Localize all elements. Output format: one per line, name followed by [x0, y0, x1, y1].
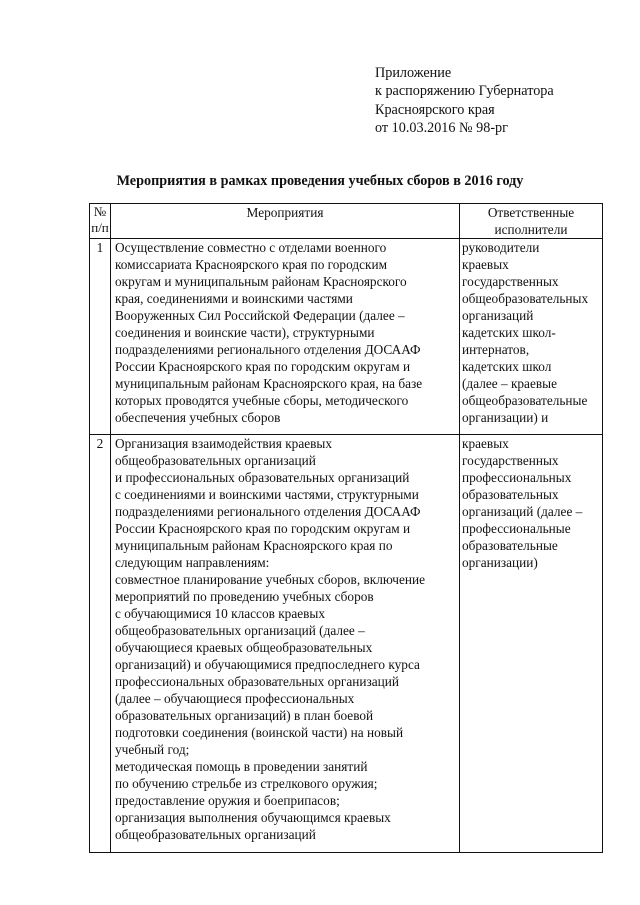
table-row — [90, 435, 603, 853]
activity-line: округам и муниципальным районам Красноярского — [115, 274, 407, 289]
responsible-line: государственных — [462, 274, 559, 289]
header-responsible-line: Ответственные — [487, 205, 575, 220]
activity-line: подразделениями регионального отделения ДОСААФ — [115, 504, 421, 519]
responsible-line: организации) и — [462, 410, 549, 425]
responsible-line: профессиональные — [462, 521, 571, 536]
responsible-line: краевых — [462, 257, 509, 272]
activity-line: края, соединениями и воинскими частями — [115, 291, 353, 306]
appendix-line: к распоряжению Губернатора — [375, 83, 554, 100]
activity-line: мероприятий по проведению учебных сборов — [115, 589, 374, 604]
appendix-line: Красноярского края — [375, 101, 495, 118]
table-header-row — [90, 204, 603, 239]
activity-line: организаций) и обучающимися предпоследнего курса — [115, 657, 420, 672]
responsible-line: интернатов, — [462, 342, 530, 357]
activity-line: подразделениями регионального отделения ДОСААФ — [115, 342, 421, 357]
header-number — [90, 204, 111, 239]
activity-line: России Красноярского края по городским округам и — [115, 521, 411, 536]
activity-line: общеобразовательных организаций — [115, 827, 316, 842]
responsible-cell — [460, 239, 603, 435]
activities-table — [89, 203, 603, 853]
activity-line: по обучению стрельбе из стрелкового оружия; — [115, 776, 378, 791]
activity-line: муниципальным районам Красноярского края по — [115, 538, 393, 553]
activity-line: образовательных организаций) в план боевой — [115, 708, 374, 723]
responsible-line: краевых — [462, 436, 509, 451]
appendix-line: от 10.03.2016 № 98-рг — [375, 119, 508, 136]
activity-line: обеспечения учебных сборов — [115, 410, 281, 425]
activity-line: и профессиональных образовательных организаций — [115, 470, 410, 485]
responsible-line: общеобразовательных — [462, 291, 589, 306]
header-activity: Мероприятия — [111, 204, 460, 239]
activity-line: общеобразовательных организаций (далее – — [115, 623, 365, 638]
header-responsible — [460, 204, 603, 239]
responsible-line: организации) — [462, 555, 538, 570]
responsible-line: общеобразовательные — [462, 393, 588, 408]
activity-line: (далее – обучающиеся профессиональных — [115, 691, 355, 706]
activity-line: профессиональных образовательных организаций — [115, 674, 399, 689]
appendix-block — [375, 64, 554, 137]
activity-line: организация выполнения обучающимся краевых — [115, 810, 391, 825]
responsible-line: образовательных — [462, 487, 559, 502]
responsible-line: образовательные — [462, 538, 558, 553]
responsible-line: организаций (далее – — [462, 504, 583, 519]
activity-line: Вооруженных Сил Российской Федерации (далее – — [115, 308, 405, 323]
responsible-line: кадетских школ- — [462, 325, 556, 340]
activities-table-wrapper — [89, 203, 603, 853]
activity-line: методическая помощь в проведении занятий — [115, 759, 368, 774]
activity-line: с соединениями и воинскими частями, структурными — [115, 487, 419, 502]
header-responsible-line: исполнители — [494, 222, 568, 237]
responsible-cell — [460, 435, 603, 853]
activity-line: учебный год; — [115, 742, 190, 757]
row-number: 2 — [90, 435, 111, 853]
activity-line: России Красноярского края по городским округам и — [115, 359, 411, 374]
responsible-line: (далее – краевые — [462, 376, 557, 391]
activity-line: подготовки соединения (воинской части) на новый — [115, 725, 404, 740]
responsible-line: руководители — [462, 240, 540, 255]
responsible-line: кадетских школ — [462, 359, 552, 374]
activity-line: обучающиеся краевых общеобразовательных — [115, 640, 373, 655]
responsible-line: организаций — [462, 308, 534, 323]
row-number: 1 — [90, 239, 111, 435]
activity-line: соединения и воинские части), структурными — [115, 325, 375, 340]
activity-line: комиссариата Красноярского края по городским — [115, 257, 388, 272]
activity-line: предоставление оружия и боеприпасов; — [115, 793, 340, 808]
activity-line: совместное планирование учебных сборов, включение — [115, 572, 426, 587]
responsible-line: профессиональных — [462, 470, 572, 485]
activity-cell — [111, 239, 460, 435]
activity-line: следующим направлениям: — [115, 555, 270, 570]
activity-line: общеобразовательных организаций — [115, 453, 316, 468]
document-title: Мероприятия в рамках проведения учебных сборов в 2016 году — [116, 173, 524, 189]
activity-line: с обучающимися 10 классов краевых — [115, 606, 325, 621]
activity-line: муниципальным районам Красноярского края, на базе — [115, 376, 423, 391]
appendix-line: Приложение — [375, 65, 452, 81]
activity-line: Организация взаимодействия краевых — [115, 436, 332, 451]
header-number-line: п/п — [91, 220, 109, 235]
activity-line: Осуществление совместно с отделами военного — [115, 240, 387, 255]
activity-cell — [111, 435, 460, 853]
table-row — [90, 239, 603, 435]
responsible-line: государственных — [462, 453, 559, 468]
header-number-line: № — [93, 204, 107, 219]
activity-line: которых проводятся учебные сборы, методического — [115, 393, 409, 408]
